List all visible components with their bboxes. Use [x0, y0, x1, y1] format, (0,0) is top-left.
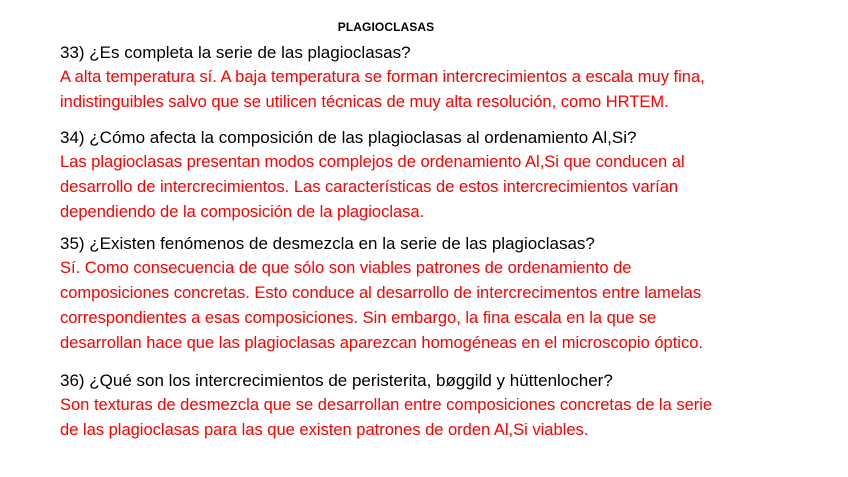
qa-block-36	[60, 368, 840, 443]
question-36: 36) ¿Qué son los intercrecimientos de peristerita, bøggild y hüttenlocher?	[60, 371, 613, 390]
answer-35	[60, 256, 840, 356]
question-33: 33) ¿Es completa la serie de las plagioclasas?	[60, 43, 411, 62]
answer-line: indistinguibles salvo que se utilicen técnicas de muy alta resolución, como HRTEM.	[60, 93, 669, 111]
answer-line: composiciones concretas. Esto conduce al desarrollo de intercrecimentos entre lamelas	[60, 284, 702, 302]
answer-line: Son texturas de desmezcla que se desarrollan entre composiciones concretas de la serie	[60, 396, 713, 414]
question-34: 34) ¿Cómo afecta la composición de las plagioclasas al ordenamiento Al,Si?	[60, 128, 637, 147]
answer-line: correspondientes a esas composiciones. Sin embargo, la fina escala en la que se	[60, 309, 657, 327]
qa-block-35	[60, 231, 840, 356]
question-35: 35) ¿Existen fenómenos de desmezcla en la serie de las plagioclasas?	[60, 234, 595, 253]
answer-line: desarrollan hace que las plagioclasas aparezcan homogéneas en el microscopio óptico.	[60, 334, 703, 352]
answer-line: A alta temperatura sí. A baja temperatura se forman intercrecimientos a escala muy fina,	[60, 68, 705, 86]
answer-line: desarrollo de intercrecimientos. Las características de estos intercrecimientos varían	[60, 178, 679, 196]
answer-34	[60, 150, 840, 225]
qa-block-34	[60, 125, 840, 225]
answer-line: de las plagioclasas para las que existen patrones de orden Al,Si viables.	[60, 421, 589, 439]
answer-line: Sí. Como consecuencia de que sólo son viables patrones de ordenamiento de	[60, 259, 632, 277]
answer-33	[60, 65, 840, 115]
qa-block-33	[60, 40, 840, 115]
answer-36	[60, 393, 840, 443]
slide-title: PLAGIOCLASAS	[337, 20, 435, 34]
answer-line: dependiendo de la composición de la plagioclasa.	[60, 203, 425, 221]
answer-line: Las plagioclasas presentan modos complejos de ordenamiento Al,Si que conducen al	[60, 153, 685, 171]
